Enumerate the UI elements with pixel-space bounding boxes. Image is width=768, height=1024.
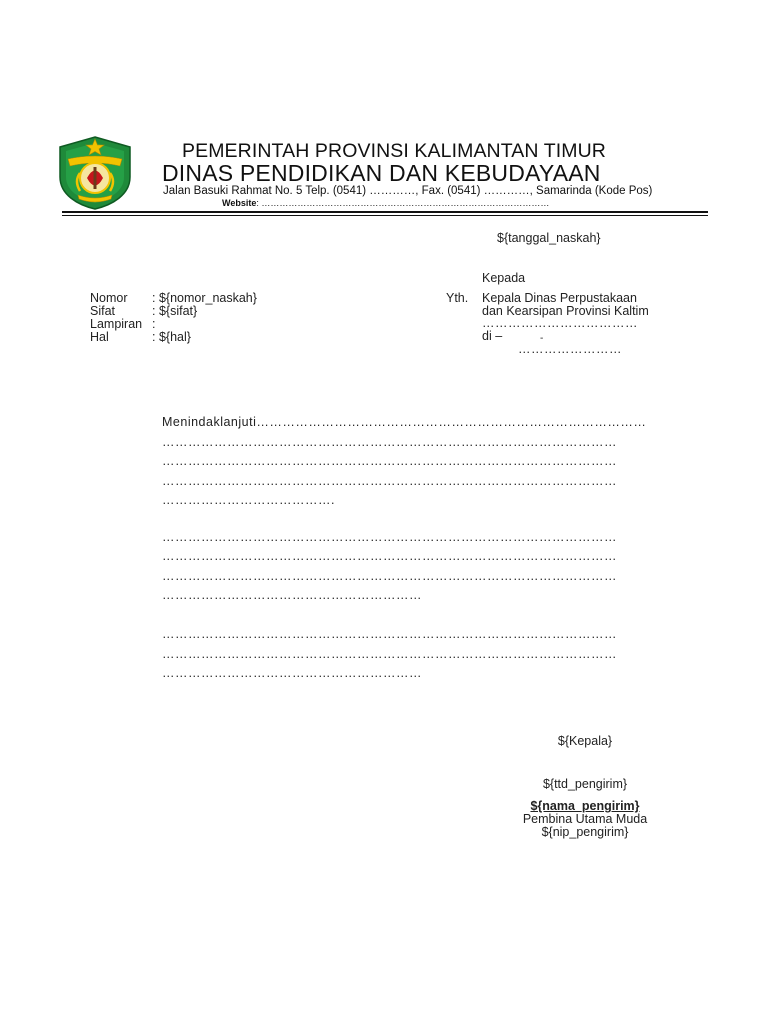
- recipient-location: ……………………: [518, 342, 622, 356]
- body-line: ……………………………………………………………………………………………: [162, 549, 617, 563]
- meta-value: : ${nomor_naskah}: [152, 291, 257, 305]
- body-line: ……………………………………………………………………………………………: [162, 647, 617, 661]
- agency-address: Jalan Basuki Rahmat No. 5 Telp. (0541) …………, Fax. (0541) …………, Samarinda (Kode Pos): [163, 185, 653, 197]
- government-name: PEMERINTAH PROVINSI KALIMANTAN TIMUR: [182, 140, 606, 162]
- signature-nip: ${nip_pengirim}: [541, 825, 629, 839]
- body-line: ……………………………………………………: [162, 588, 422, 602]
- website-value: : ……………………………………………………………………………………: [256, 198, 550, 208]
- recipient-yth-label: Yth.: [446, 291, 469, 305]
- meta-nomor: [90, 291, 257, 305]
- recipient-line-2: dan Kearsipan Provinsi Kaltim: [482, 304, 649, 318]
- meta-value: : ${hal}: [152, 330, 191, 344]
- body-line: ……………………………………………………: [162, 666, 422, 680]
- meta-value: :: [152, 317, 156, 331]
- body-line: ……………………………………………………………………………………………: [162, 474, 617, 488]
- website-line: [222, 198, 549, 208]
- body-line: ……………………………………………………………………………………………: [162, 569, 617, 583]
- agency-name: DINAS PENDIDIKAN DAN KEBUDAYAAN: [162, 160, 601, 186]
- body-line: Menindaklanjuti………………………………………………………………………………: [162, 415, 647, 429]
- body-line: ……………………………………………………………………………………………: [162, 530, 617, 544]
- signature-name: ${nama_pengirim}: [530, 799, 640, 813]
- recipient-to-label: Kepada: [482, 271, 526, 285]
- letterhead-rule-thin: [62, 215, 708, 216]
- meta-lampiran: [90, 317, 155, 331]
- provincial-crest-icon: [56, 133, 134, 211]
- body-line: ……………………………………………………………………………………………: [162, 627, 617, 641]
- website-label: Website: [222, 198, 257, 208]
- signature-ttd: ${ttd_pengirim}: [542, 777, 628, 791]
- letter-date: ${tanggal_naskah}: [497, 231, 601, 245]
- signature-title: ${Kepala}: [557, 734, 613, 748]
- meta-hal: [90, 330, 191, 344]
- meta-value: : ${sifat}: [152, 304, 198, 318]
- letterhead-rule-thick: [62, 211, 708, 213]
- meta-label: Lampiran: [90, 317, 143, 331]
- recipient-line-1: Kepala Dinas Perpustakaan: [482, 291, 637, 305]
- meta-label: Nomor: [90, 291, 128, 305]
- signature-rank: Pembina Utama Muda: [522, 812, 648, 826]
- recipient-di-label: di –: [482, 329, 503, 343]
- body-line: ……………………………………………………………………………………………: [162, 435, 617, 449]
- meta-label: Sifat: [90, 304, 116, 318]
- meta-sifat: [90, 304, 197, 318]
- recipient-di-mark: -: [540, 333, 544, 344]
- body-line: ………………………………….: [162, 493, 335, 507]
- meta-label: Hal: [90, 330, 109, 344]
- body-line: ……………………………………………………………………………………………: [162, 454, 617, 468]
- recipient-line-3: ………………………………: [482, 316, 638, 330]
